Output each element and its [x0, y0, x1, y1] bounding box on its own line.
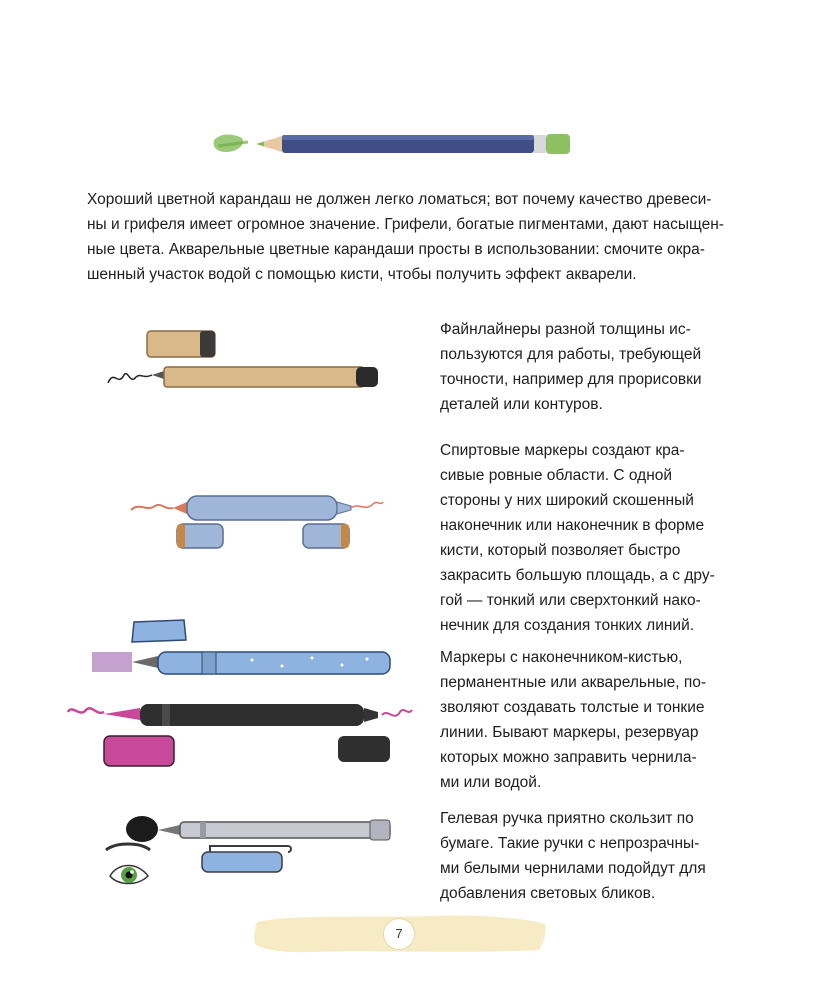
text-line: Спиртовые маркеры создают кра- [440, 442, 685, 459]
gel-pen-icon [126, 816, 390, 872]
text-line: ми белыми чернилами подойдут для [440, 860, 706, 877]
text-line: ные цвета. Акварельные цветные карандаши просты в использовании: смочите окра- [87, 241, 705, 258]
text-line: Гелевая ручка приятно скользит по [440, 810, 694, 827]
page-number: 7 [383, 918, 415, 950]
fineliner-icon [108, 331, 378, 387]
intro-paragraph [87, 187, 747, 287]
brush-markers-illustration [62, 618, 432, 768]
text-line: деталей или контуров. [440, 396, 603, 413]
alcohol-marker-description [440, 438, 740, 638]
text-line: перманентные или акварельные, по- [440, 674, 707, 691]
text-line: бумаге. Такие ручки с непрозрачны- [440, 835, 700, 852]
text-line: добавления световых бликов. [440, 885, 656, 902]
text-line: которых можно заправить чернила- [440, 749, 697, 766]
text-line: Файнлайнеры разной толщины ис- [440, 321, 691, 338]
text-line: нечник для создания тонких линий. [440, 617, 695, 634]
text-line: стороны у них широкий скошенный [440, 492, 694, 509]
text-line: шенный участок водой с помощью кисти, чтобы получить эффект акварели. [87, 266, 637, 283]
text-line: пользуются для работы, требующей [440, 346, 702, 363]
text-line: линии. Бывают маркеры, резервуар [440, 724, 699, 741]
brush-marker-icon [68, 620, 412, 766]
text-line: наконечник или наконечник в форме [440, 517, 705, 534]
gel-pen-illustration [100, 812, 410, 892]
gel-pen-description [440, 806, 740, 906]
text-line: ми или водой. [440, 774, 542, 791]
text-line: Маркеры с наконечником-кистью, [440, 649, 683, 666]
brush-marker-description [440, 645, 740, 795]
alcohol-marker-illustration [125, 488, 385, 553]
text-line: закрасить большую площадь, а с дру- [440, 567, 715, 584]
fineliner-description [440, 317, 740, 417]
pencil-icon [214, 134, 570, 154]
text-line: ны и грифеля имеет огромное значение. Грифели, богатые пигментами, дают насыщен- [87, 216, 724, 233]
alcohol-marker-icon [131, 496, 383, 548]
eye-icon [106, 844, 150, 884]
text-line: сивые ровные области. С одной [440, 467, 673, 484]
text-line: кисти, который позволяет быстро [440, 542, 681, 559]
fineliner-illustration [100, 325, 390, 400]
colored-pencil-illustration [208, 122, 578, 166]
text-line: гой — тонкий или сверхтонкий нако- [440, 592, 701, 609]
text-line: зволяют создавать толстые и тонкие [440, 699, 705, 716]
text-line: Хороший цветной карандаш не должен легко ломаться; вот почему качество древеси- [87, 191, 712, 208]
text-line: точности, например для прорисовки [440, 371, 702, 388]
